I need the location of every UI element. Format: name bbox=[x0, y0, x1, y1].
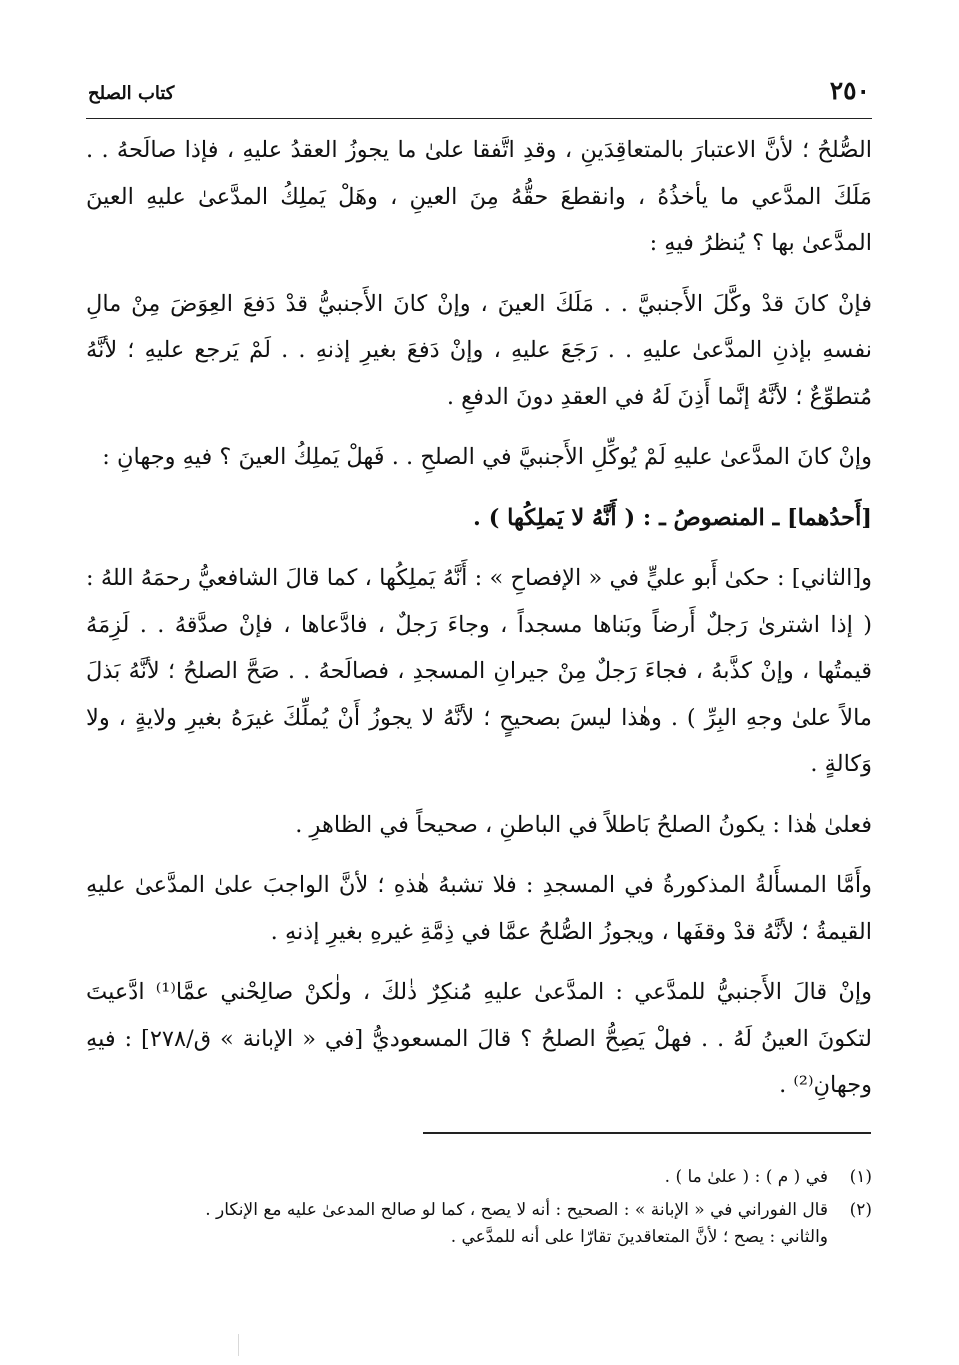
footnote-1 bbox=[86, 1164, 872, 1191]
footnote-number: (٢) bbox=[849, 1200, 872, 1220]
paragraph-1: الصُّلحُ ؛ لأنَّ الاعتبارَ بالمتعاقِدَينِ ، وقدِ اتَّفقا علىٰ ما يجوزُ العقدُ عليهِ ، فإذا صالَحهُ . . مَلَكَ المدَّعي ما يأخذُهُ ، وانقطعَ حقُّهُ مِنَ العينِ ، وهَلْ يَملِكُ المدَّعىٰ عليهِ العينَ المدَّعىٰ بها ؟ يُنظرُ فيهِ : bbox=[86, 137, 872, 256]
paragraph-5: و[الثاني] : حكىٰ أَبو عليٍّ في « الإفصاحِ » : أَنَّهُ يَملِكُها ، كما قالَ الشافعيُّ رحمَهُ اللهُ : ( إذا اشترىٰ رَجلٌ أَرضاً وبَناها مسجداً ، وجاءَ رَجلٌ ، فادَّعاها ، فإنْ صدَّقهُ . . لَزِمَهُ قيمتُها ، وإنْ كذَّبهُ ، فجاءَ رَجلٌ مِنْ جيرانِ المسجدِ ، فصالَحهُ . . صَحَّ الصلحُ ؛ لأنَّهُ بَذلَ مالاً علىٰ وجهِ البِرِّ ) . وهٰذا ليسَ بصحيحٍ ؛ لأنَّهُ لا يجوزُ أَنْ يُملِّكَ غيرَهُ بغيرِ ولايةٍ ، ولا وَكالةٍ . bbox=[86, 565, 872, 777]
footnote-line: والثاني : يصح ؛ لأنَّ المتعاقدينَ تقارّا على أنه للمدَّعي . bbox=[450, 1227, 828, 1247]
book-title: كتاب الصلح bbox=[88, 83, 175, 104]
scan-mark bbox=[238, 1334, 239, 1356]
paragraph-8: وإنْ قالَ الأَجنبيُّ للمدَّعي : المدَّعىٰ عليهِ مُنكِرٌ ذٰلكَ ، ولٰكنْ صالِحْني عمَّا⁽¹⁾ ادَّعيتَ لتكونَ العينُ لَهُ . . فهلْ يَصِحُّ الصلحُ ؟ قالَ المسعوديُّ [في « الإبانة » ق/٢٧٨] : فيهِ وجهانِ⁽²⁾ . bbox=[86, 979, 872, 1098]
running-head bbox=[86, 76, 872, 119]
page bbox=[86, 76, 872, 1123]
footnote-separator bbox=[423, 1132, 871, 1134]
footnote-line: قال الفوراني في « الإبانة » : الصحيح : أنه لا يصح ، كما لو صالح المدعىٰ عليه مع الإنكار . bbox=[205, 1200, 828, 1220]
paragraph-6: فعلىٰ هٰذا : يكونُ الصلحُ بَاطلاً في الباطنِ ، صحيحاً في الظاهرِ . bbox=[295, 811, 872, 838]
footnote-line: في ( م ) : ( علىٰ ما ) . bbox=[664, 1167, 828, 1187]
footnote-2 bbox=[86, 1197, 872, 1251]
footnote-text bbox=[86, 1197, 828, 1251]
footnotes bbox=[86, 1164, 872, 1257]
page-number: ٢٥٠ bbox=[829, 76, 870, 105]
paragraph-3: وإنْ كانَ المدَّعىٰ عليهِ لَمْ يُوكِّلِ الأَجنبيَّ في الصلحِ . . فَهلْ يَملِكُ العينَ ؟ فيهِ وجهانِ : bbox=[102, 444, 872, 470]
body-text bbox=[86, 127, 872, 1109]
paragraph-4: [أَحدُهما] ـ المنصوصُ ـ : ( أَنَّهُ لا يَملِكُها ) . bbox=[473, 504, 872, 531]
paragraph-2: فإنْ كانَ قدْ وكَّلَ الأَجنبيَّ . . مَلَكَ العينَ ، وإنْ كانَ الأَجنبيُّ قدْ دَفعَ العِوَضَ مِنْ مالِ نفسهِ بإذنِ المدَّعىٰ عليهِ . . رَجَعَ عليهِ ، وإنْ دَفعَ بغيرِ إذنهِ . . لَمْ يَرجع عليهِ ؛ لأنَّهُ مُتطوِّعٌ ؛ لأنَّهُ إنَّما أَذِنَ لَهُ في العقدِ دونَ الدفعِ . bbox=[86, 290, 872, 410]
paragraph-7: وأَمَّا المسأَلةُ المذكورةُ في المسجدِ : فلا تشبهُ هٰذهِ ؛ لأنَّ الواجبَ علىٰ المدَّعىٰ عليهِ القيمةُ ؛ لأنَّهُ قدْ وقفَها ، ويجوزُ الصُّلحُ عمَّا في ذِمَّةِ غيرهِ بغيرِ إذنهِ . bbox=[86, 872, 872, 945]
footnote-number: (١) bbox=[849, 1167, 872, 1187]
footnote-text bbox=[86, 1164, 828, 1191]
